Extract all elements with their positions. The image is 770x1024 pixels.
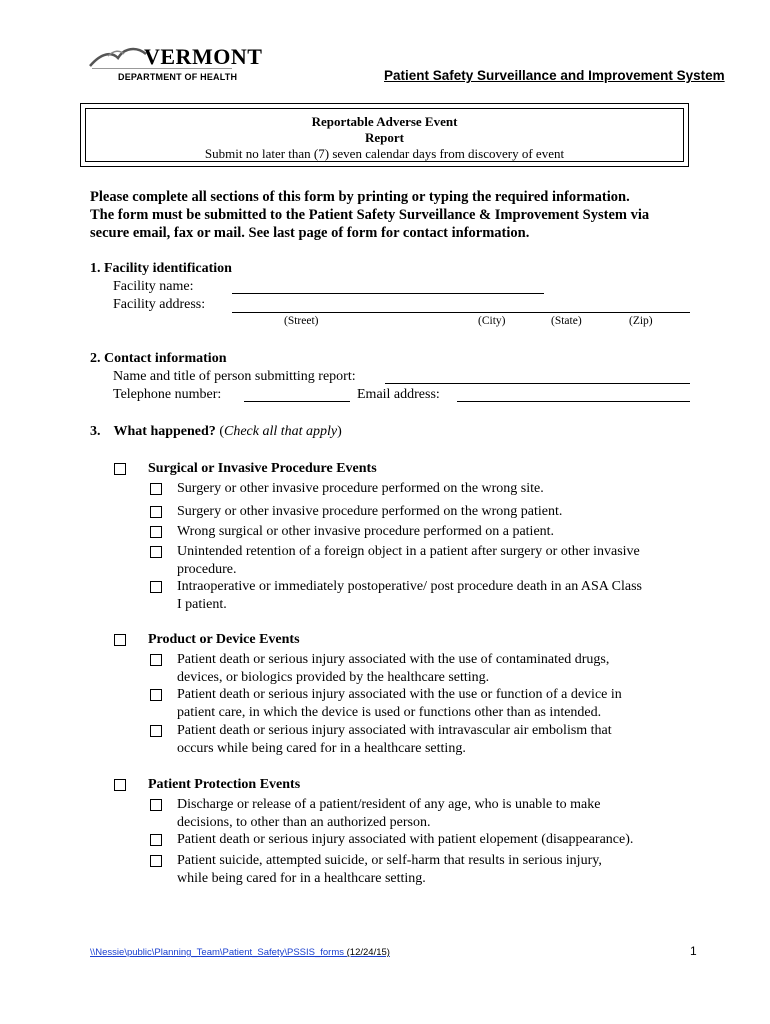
page-number: 1 xyxy=(690,944,697,958)
event-checkbox[interactable] xyxy=(150,689,162,701)
event-checkbox[interactable] xyxy=(150,526,162,538)
event-item-text: while being cared for in a healthcare setting. xyxy=(177,871,426,886)
zip-caption: (Zip) xyxy=(629,315,653,327)
email-label: Email address: xyxy=(357,387,440,402)
page-header-title: Patient Safety Surveillance and Improvement System xyxy=(384,68,725,83)
email-field[interactable] xyxy=(457,401,690,402)
event-checkbox[interactable] xyxy=(150,834,162,846)
group-checkbox[interactable] xyxy=(114,463,126,475)
facility-address-field[interactable] xyxy=(232,312,690,313)
section-contact-heading: 2. Contact information xyxy=(90,351,227,366)
section-facility-heading: 1. Facility identification xyxy=(90,261,232,276)
event-item-text: Patient death or serious injury associated with intravascular air embolism that xyxy=(177,723,612,738)
state-caption: (State) xyxy=(551,315,582,327)
event-item-text: Patient death or serious injury associated with the use or function of a device in xyxy=(177,687,622,702)
file-path-link[interactable]: \\Nessie\public\Planning_Team\Patient_Safety\PSSIS_forms xyxy=(90,947,344,958)
hint-close: ) xyxy=(337,424,342,439)
event-item-text: Unintended retention of a foreign object in a patient after surgery or other invasive xyxy=(177,544,640,559)
mountain-logo-icon xyxy=(88,44,148,70)
city-caption: (City) xyxy=(478,315,506,327)
telephone-field[interactable] xyxy=(244,401,350,402)
form-title-box xyxy=(80,103,689,167)
event-item-text: occurs while being cared for in a healthcare setting. xyxy=(177,741,466,756)
event-checkbox[interactable] xyxy=(150,506,162,518)
event-item-text: Patient suicide, attempted suicide, or self-harm that results in serious injury, xyxy=(177,853,602,868)
instructions-line: Please complete all sections of this form by printing or typing the required information. xyxy=(90,189,630,205)
event-item-text: devices, or biologics provided by the healthcare setting. xyxy=(177,670,490,685)
telephone-label: Telephone number: xyxy=(113,387,222,402)
revision-date: (12/24/15) xyxy=(344,947,390,958)
facility-name-field[interactable] xyxy=(232,293,544,294)
form-subtitle: Report xyxy=(365,130,404,145)
section-what-happened-heading xyxy=(90,423,342,441)
event-item-text: Intraoperative or immediately postoperative/ post procedure death in an ASA Class xyxy=(177,579,642,594)
facility-address-label: Facility address: xyxy=(113,297,206,312)
form-title: Reportable Adverse Event xyxy=(311,114,458,129)
event-checkbox[interactable] xyxy=(150,483,162,495)
event-checkbox[interactable] xyxy=(150,546,162,558)
section-hint: Check all that apply xyxy=(223,424,338,439)
event-group-title: Patient Protection Events xyxy=(148,777,301,792)
event-item-text: decisions, to other than an authorized person. xyxy=(177,815,431,830)
event-item-text: Surgery or other invasive procedure performed on the wrong patient. xyxy=(177,504,563,519)
event-checkbox[interactable] xyxy=(150,725,162,737)
section-title: What happened? xyxy=(113,424,216,439)
instructions xyxy=(90,188,690,242)
section-number: 3. xyxy=(90,424,101,439)
event-checkbox[interactable] xyxy=(150,799,162,811)
logo-divider xyxy=(92,68,232,69)
footer-file-path[interactable] xyxy=(90,947,390,958)
event-item-text: Wrong surgical or other invasive procedure performed on a patient. xyxy=(177,524,555,539)
event-item-text: Patient death or serious injury associated with patient elopement (disappearance). xyxy=(177,832,634,847)
event-checkbox[interactable] xyxy=(150,654,162,666)
submitter-name-label: Name and title of person submitting report: xyxy=(113,369,356,384)
facility-name-label: Facility name: xyxy=(113,279,194,294)
event-item-text: Discharge or release of a patient/resident of any age, who is unable to make xyxy=(177,797,601,812)
event-item-text: I patient. xyxy=(177,597,227,612)
logo-wordmark: VERMONT xyxy=(144,44,263,69)
vermont-logo xyxy=(88,42,263,84)
event-group-title: Product or Device Events xyxy=(148,632,300,647)
event-group-title: Surgical or Invasive Procedure Events xyxy=(148,461,377,476)
event-checkbox[interactable] xyxy=(150,581,162,593)
event-item-text: Surgery or other invasive procedure performed on the wrong site. xyxy=(177,481,544,496)
submission-deadline: Submit no later than (7) seven calendar days from discovery of event xyxy=(204,146,565,161)
logo-department: DEPARTMENT OF HEALTH xyxy=(118,72,238,82)
hint-open: ( xyxy=(219,424,224,439)
submitter-name-field[interactable] xyxy=(385,383,690,384)
event-item-text: Patient death or serious injury associated with the use of contaminated drugs, xyxy=(177,652,610,667)
event-item-text: patient care, in which the device is used or functions other than as intended. xyxy=(177,705,602,720)
instructions-line: secure email, fax or mail. See last page of form for contact information. xyxy=(90,225,530,241)
event-checkbox[interactable] xyxy=(150,855,162,867)
group-checkbox[interactable] xyxy=(114,779,126,791)
street-caption: (Street) xyxy=(284,315,319,327)
event-item-text: procedure. xyxy=(177,562,237,577)
group-checkbox[interactable] xyxy=(114,634,126,646)
instructions-line: The form must be submitted to the Patient Safety Surveillance & Improvement System via xyxy=(90,207,650,223)
